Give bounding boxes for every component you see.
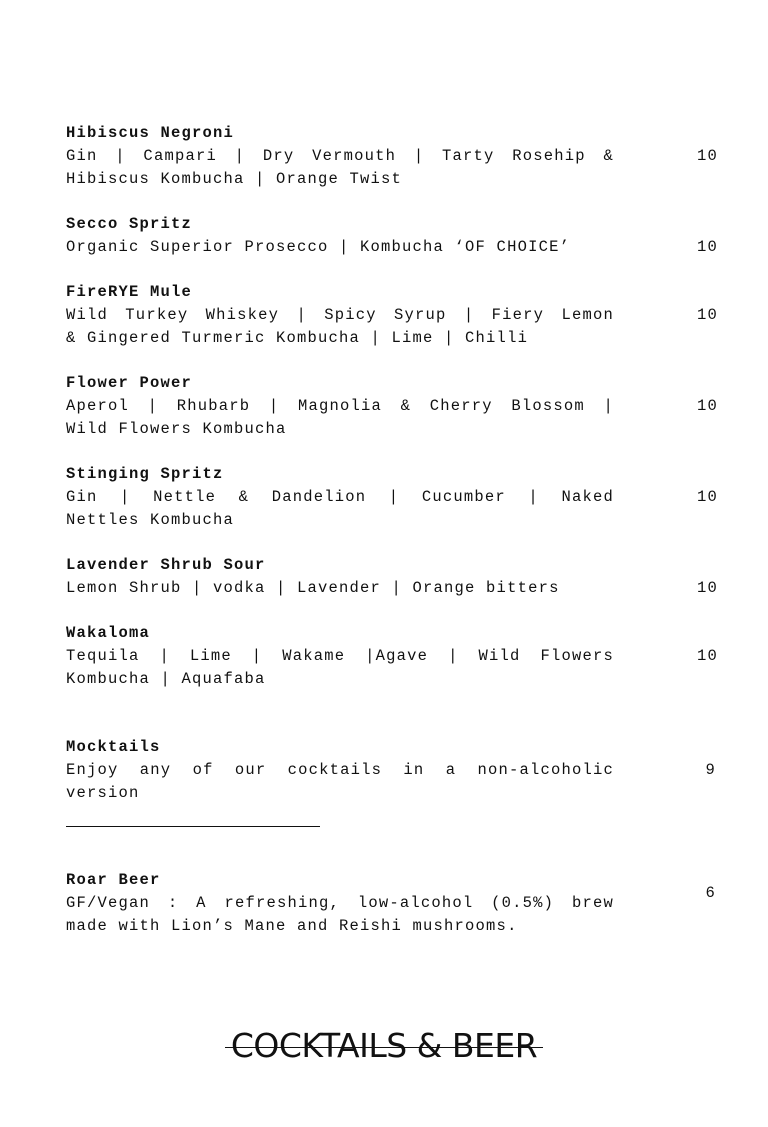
item-description [66,759,614,805]
section-divider [66,826,320,827]
description-line: & Gingered Turmeric Kombucha | Lime | Chilli [66,329,529,347]
description-line: Kombucha | Aquafaba [66,670,266,688]
description-line: GF/Vegan : A refreshing, low-alcohol (0.5%) brew [66,894,614,912]
description-line: version [66,784,140,802]
item-price: 10 [696,238,718,256]
item-name: Mocktails [66,738,161,756]
menu-item [66,213,718,259]
description-line: Tequila | Lime | Wakame |Agave | Wild Flowers [66,647,614,665]
beer-section [66,869,718,938]
item-description [66,395,614,441]
footer [0,1024,768,1068]
item-name: Secco Spritz [66,215,193,233]
description-line: Enjoy any of our cocktails in a non-alcoholic [66,761,614,779]
item-name: Hibiscus Negroni [66,124,235,142]
item-price: 10 [696,147,718,165]
description-line: Gin | Nettle & Dandelion | Cucumber | Naked [66,488,614,506]
description-line: Aperol | Rhubarb | Magnolia & Cherry Blossom | [66,397,614,415]
footer-title-text: COCKTAILS & BEER [230,1026,538,1065]
item-price: 10 [696,397,718,415]
strikethrough-line [225,1047,543,1048]
item-price: 10 [696,306,718,324]
item-price: 6 [705,884,716,902]
description-line: Lemon Shrub | vodka | Lavender | Orange bitters [66,579,560,597]
menu-item [66,622,718,691]
description-line: Gin | Campari | Dry Vermouth | Tarty Rosehip & [66,147,614,165]
description-line: Wild Flowers Kombucha [66,420,287,438]
item-description [66,577,614,600]
menu-item [66,122,718,191]
item-name: FireRYE Mule [66,283,193,301]
item-description [66,892,614,938]
description-line: made with Lion’s Mane and Reishi mushrooms. [66,917,518,935]
menu-item [66,372,718,441]
menu-item [66,281,718,350]
footer-title [231,1024,537,1068]
menu-item [66,554,718,600]
description-line: Organic Superior Prosecco | Kombucha ‘OF CHOICE’ [66,238,571,256]
item-description [66,486,614,532]
item-description [66,145,614,191]
mocktails-section [66,736,718,805]
item-price: 9 [705,761,716,779]
description-line: Hibiscus Kombucha | Orange Twist [66,170,403,188]
description-line: Nettles Kombucha [66,511,235,529]
item-description [66,236,614,259]
item-name: Roar Beer [66,871,161,889]
item-description [66,645,614,691]
item-price: 10 [696,579,718,597]
item-description [66,304,614,350]
menu-item [66,463,718,532]
item-name: Wakaloma [66,624,151,642]
item-price: 10 [696,647,718,665]
description-line: Wild Turkey Whiskey | Spicy Syrup | Fiery Lemon [66,306,614,324]
item-name: Flower Power [66,374,193,392]
item-name: Lavender Shrub Sour [66,556,266,574]
item-name: Stinging Spritz [66,465,224,483]
item-price: 10 [696,488,718,506]
